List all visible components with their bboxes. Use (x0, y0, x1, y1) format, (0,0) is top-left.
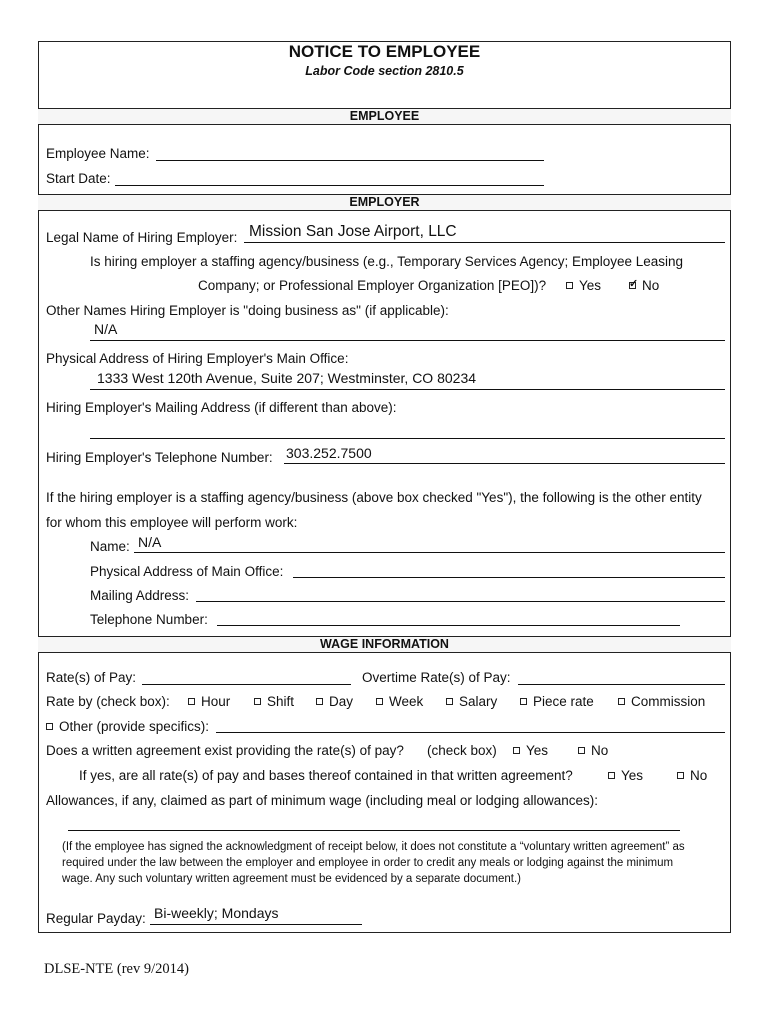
other-mailing-label: Mailing Address: (90, 588, 190, 603)
overtime-rate-field[interactable] (518, 684, 725, 685)
form-id: DLSE-NTE (rev 9/2014) (44, 961, 189, 977)
rate-shift-checkbox[interactable]: Shift (254, 694, 294, 709)
other-address-label: Physical Address of Main Office: (90, 564, 284, 579)
payday-label: Regular Payday: (46, 911, 146, 926)
start-date-field[interactable] (115, 185, 544, 186)
written-agreement-hint: (check box) (427, 743, 497, 758)
legal-name-label: Legal Name of Hiring Employer: (46, 230, 238, 245)
form-subtitle: Labor Code section 2810.5 (305, 64, 464, 78)
rate-day-checkbox[interactable]: Day (316, 694, 353, 709)
overtime-rate-label: Overtime Rate(s) of Pay: (362, 670, 511, 685)
written-agreement-question: Does a written agreement exist providing the rate(s) of pay? (46, 743, 404, 758)
other-mailing-field[interactable] (196, 601, 725, 602)
other-entity-text-line2: for whom this employee will perform work: (46, 515, 298, 530)
staffing-no-checkbox[interactable]: ✓ No (629, 278, 659, 293)
voluntary-agreement-note: (If the employee has signed the acknowledgment of receipt below, it does not constitute a “voluntary written agreement” as required under the law between the employer and employee in order to credit any meals or lodging against the minimum wage. Any such voluntary written agreement must be evidenced by a separate document.) (62, 841, 685, 885)
rate-by-label: Rate by (check box): (46, 694, 170, 709)
section-employee-header: EMPLOYEE (38, 108, 731, 125)
rate-week-checkbox[interactable]: Week (376, 694, 423, 709)
form-title: NOTICE TO EMPLOYEE (288, 42, 481, 61)
section-employer-header: EMPLOYER (38, 194, 731, 211)
all-rates-yes-checkbox[interactable]: Yes (608, 768, 643, 783)
other-entity-text-line1: If the hiring employer is a staffing agency/business (above box checked "Yes"), the following is the other entity (46, 490, 702, 505)
mailing-address-label: Hiring Employer's Mailing Address (if different than above): (46, 400, 397, 415)
all-rates-no-checkbox[interactable]: No (677, 768, 707, 783)
legal-name-value: Mission San Jose Airport, LLC (249, 223, 457, 240)
checkbox-icon (578, 747, 585, 754)
rate-of-pay-label: Rate(s) of Pay: (46, 670, 137, 685)
dba-value: N/A (94, 321, 118, 337)
staffing-question-line2: Company; or Professional Employer Organization [PEO])? (198, 278, 547, 293)
legal-name-field[interactable] (244, 242, 725, 243)
checked-checkbox-icon (629, 282, 636, 289)
phone-value: 303.252.7500 (286, 445, 372, 461)
rate-of-pay-field[interactable] (142, 684, 351, 685)
employee-name-label: Employee Name: (46, 146, 150, 161)
staffing-yes-checkbox[interactable]: Yes (566, 278, 601, 293)
rate-salary-checkbox[interactable]: Salary (446, 694, 497, 709)
checkbox-icon (608, 772, 615, 779)
other-address-field[interactable] (293, 577, 725, 578)
checkbox-icon (376, 698, 383, 705)
address-value: 1333 West 120th Avenue, Suite 207; Westminster, CO 80234 (97, 370, 477, 386)
other-name-label: Name: (90, 539, 130, 554)
rate-piece-checkbox[interactable]: Piece rate (520, 694, 594, 709)
other-phone-label: Telephone Number: (90, 612, 208, 627)
rate-other-checkbox[interactable]: Other (provide specifics): (46, 719, 209, 734)
mailing-address-field[interactable] (90, 438, 725, 439)
checkbox-icon (677, 772, 684, 779)
checkbox-icon (446, 698, 453, 705)
checkbox-icon (46, 723, 53, 730)
checkbox-icon (254, 698, 261, 705)
all-rates-question: If yes, are all rate(s) of pay and bases thereof contained in that written agreement? (79, 768, 573, 783)
checkbox-icon (188, 698, 195, 705)
rate-hour-checkbox[interactable]: Hour (188, 694, 230, 709)
address-label: Physical Address of Hiring Employer's Main Office: (46, 351, 349, 366)
other-name-value: N/A (138, 534, 162, 550)
written-no-checkbox[interactable]: No (578, 743, 608, 758)
address-field[interactable] (90, 389, 725, 390)
checkbox-icon (618, 698, 625, 705)
other-name-field[interactable] (134, 552, 725, 553)
dba-field[interactable] (90, 340, 725, 341)
other-phone-field[interactable] (217, 625, 680, 626)
allowances-field[interactable] (68, 830, 680, 831)
checkbox-icon (513, 747, 520, 754)
checkbox-icon (520, 698, 527, 705)
staffing-question-line1: Is hiring employer a staffing agency/business (e.g., Temporary Services Agency; Employee Leasing (90, 254, 684, 269)
dba-label: Other Names Hiring Employer is "doing business as" (if applicable): (46, 303, 449, 318)
rate-other-field[interactable] (216, 732, 725, 733)
employee-name-field[interactable] (156, 160, 544, 161)
payday-value: Bi-weekly; Mondays (154, 905, 279, 921)
payday-field[interactable] (150, 924, 362, 925)
start-date-label: Start Date: (46, 171, 111, 186)
rate-commission-checkbox[interactable]: Commission (618, 694, 705, 709)
checkbox-icon (566, 282, 573, 289)
phone-label: Hiring Employer's Telephone Number: (46, 450, 273, 465)
checkbox-icon (316, 698, 323, 705)
allowances-label: Allowances, if any, claimed as part of minimum wage (including meal or lodging allowances): (46, 793, 599, 808)
section-wage-header: WAGE INFORMATION (38, 636, 731, 653)
written-yes-checkbox[interactable]: Yes (513, 743, 548, 758)
phone-field[interactable] (284, 463, 725, 464)
